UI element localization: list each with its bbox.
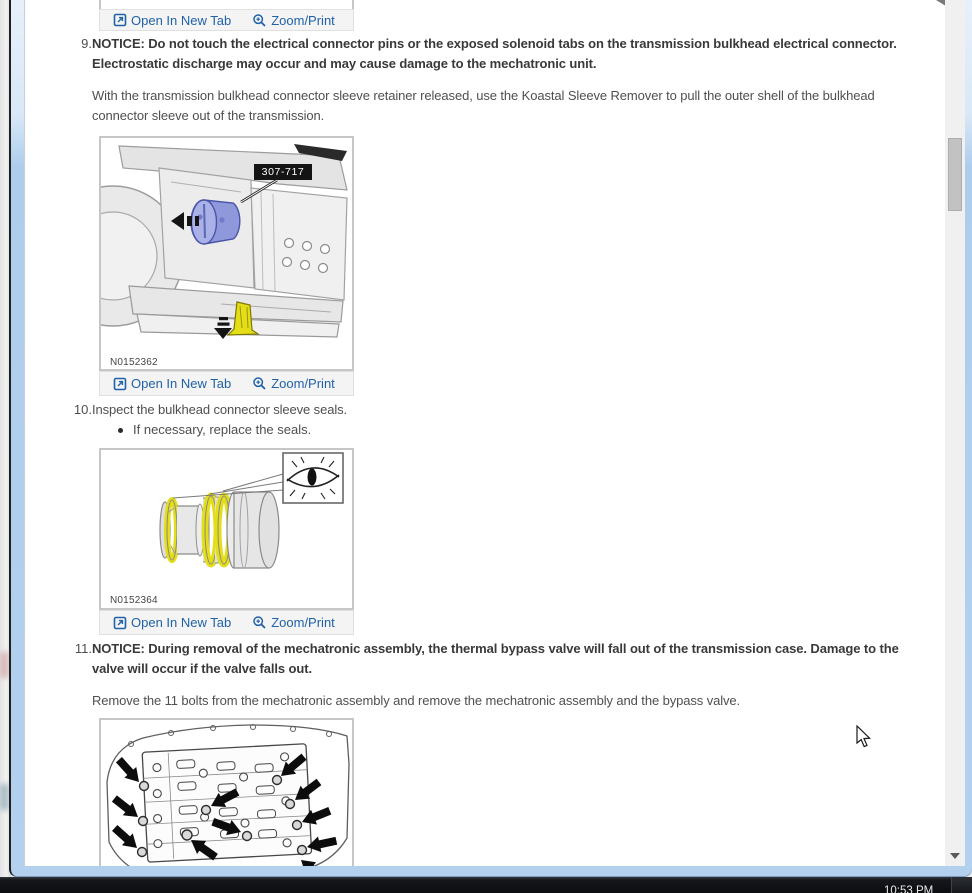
document-viewport [24,0,945,866]
figure-mechatronic-bolts-image [101,720,352,866]
figure-bulkhead-tool-image [101,138,352,352]
open-in-new-tab-label: Open In New Tab [131,12,232,28]
show-desktop-button[interactable] [951,877,972,893]
open-in-new-tab-icon [113,616,127,630]
figure-link-bar [99,9,354,31]
figure-mechatronic-bolts[interactable] [99,718,354,866]
bullet-icon [118,428,123,433]
figure-bulkhead-tool[interactable] [99,136,354,371]
figure-caption: N0152362 [110,357,158,368]
figure-link-bar [99,371,354,396]
open-in-new-tab-link[interactable] [113,376,231,391]
open-in-new-tab-label: Open In New Tab [131,376,232,391]
open-in-new-tab-icon [113,377,127,391]
taskbar [0,877,972,893]
step10-bullet-text: If necessary, replace the seals. [133,422,312,437]
step-number: 10. [73,402,92,417]
open-in-new-tab-label: Open In New Tab [131,615,232,630]
step-number: 9. [81,36,92,51]
zoom-print-link[interactable] [252,376,335,391]
desktop-icon-blur [0,784,9,810]
tool-number-label: 307-717 [254,164,312,180]
zoom-print-label: Zoom/Print [271,615,335,630]
zoom-print-link[interactable] [252,615,335,630]
figure-link-bar [99,610,354,635]
window-corner-artifact [936,0,945,8]
open-in-new-tab-link[interactable] [113,615,231,630]
zoom-print-link[interactable] [252,13,335,28]
figure-sleeve-seals-image [101,450,352,590]
zoom-print-label: Zoom/Print [271,12,335,28]
mouse-cursor [856,725,872,749]
step-number: 11. [74,641,92,656]
step9-notice: NOTICE: Do not touch the electrical connector pins or the exposed solenoid tabs on the transmission bulkhead electrical connector. Electrostatic discharge may occur and may cause damage to the mechatronic unit. [92,36,897,71]
zoom-print-label: Zoom/Print [271,376,335,391]
service-manual-window [9,0,972,877]
figure-box-partial [99,0,354,9]
figure-sleeve-seals[interactable] [99,448,354,610]
step10-text: Inspect the bulkhead connector sleeve seals. [92,402,348,417]
step11-body: Remove the 11 bolts from the mechatronic assembly and remove the mechatronic assembly and the bypass valve. [92,693,741,708]
step11-notice: NOTICE: During removal of the mechatronic assembly, the thermal bypass valve will fall out of the transmission case. Damage to the valve will occur if the valve falls out. [92,641,899,676]
zoom-print-icon [252,376,267,391]
figure-caption: N0152364 [110,595,158,606]
vertical-scrollbar[interactable] [945,0,965,866]
zoom-print-icon [252,13,267,28]
scrollbar-thumb[interactable] [948,138,962,211]
open-in-new-tab-icon [113,13,127,27]
step9-body: With the transmission bulkhead connector sleeve retainer released, use the Koastal Sleeve Remover to pull the outer shell of the bulkhead connector sleeve out of the transmission. [92,88,875,123]
open-in-new-tab-link[interactable] [113,13,231,28]
zoom-print-icon [252,615,267,630]
taskbar-clock[interactable]: 10:53 PM [884,885,934,893]
desktop-icon-blur [0,652,9,678]
scrollbar-down-arrow[interactable] [950,853,960,859]
